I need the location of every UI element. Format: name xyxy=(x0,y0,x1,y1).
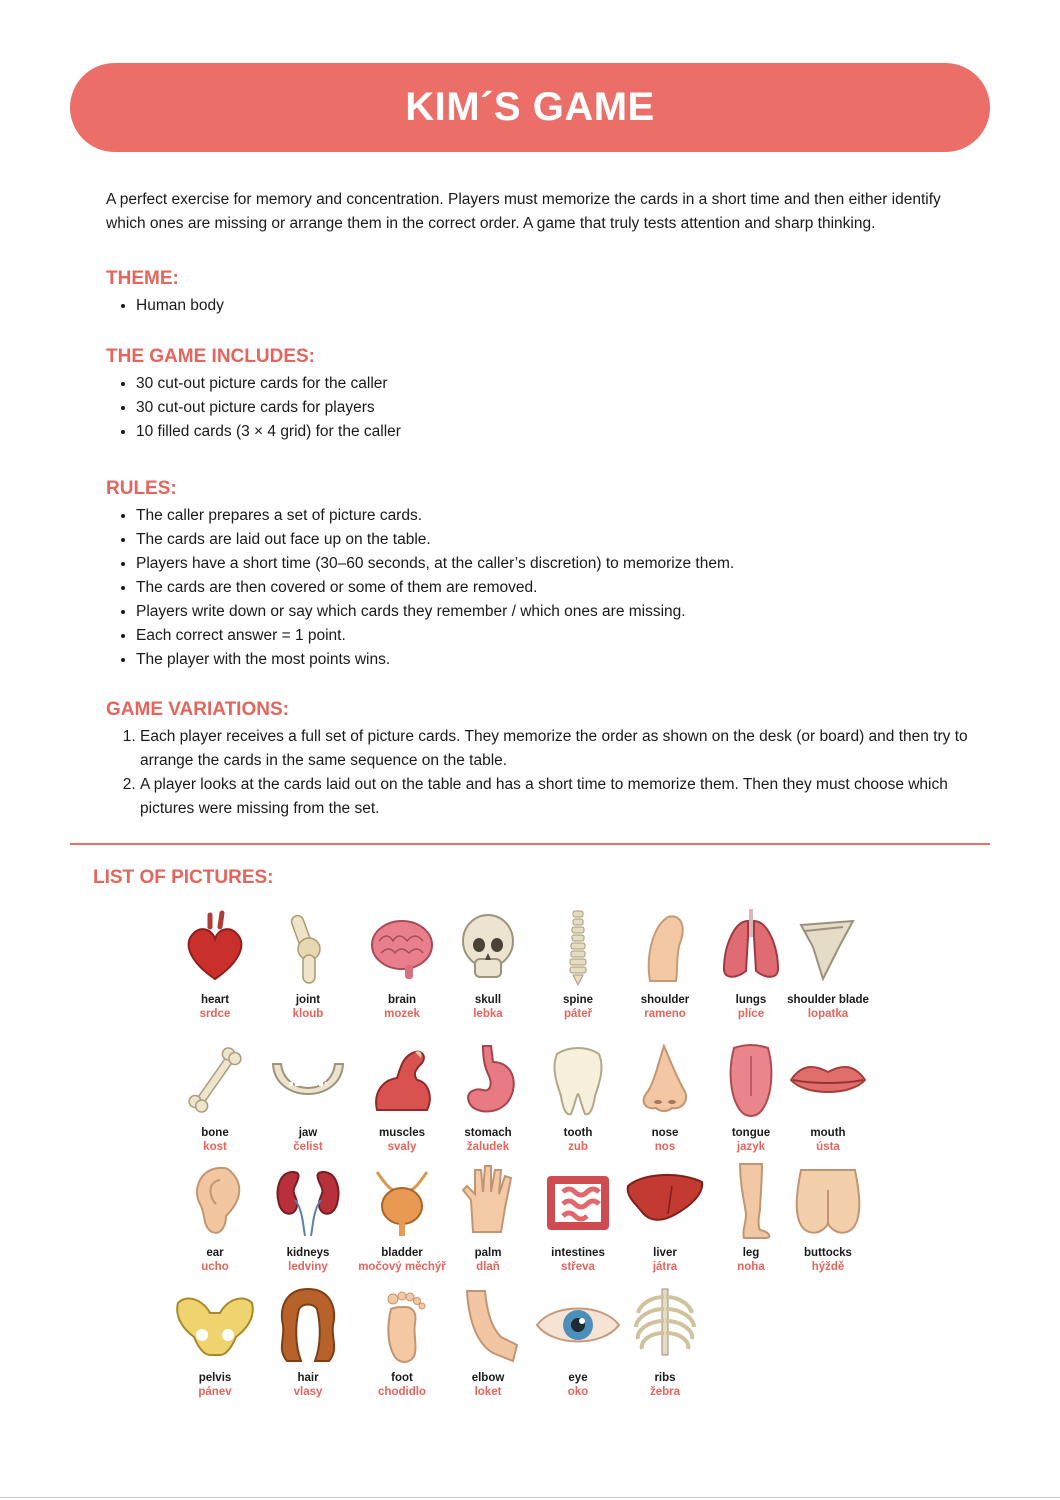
list-item: • The caller prepares a set of picture cards. xyxy=(136,504,976,528)
picture-label-cz: žebra xyxy=(649,1386,681,1398)
intro-text: A perfect exercise for memory and concentration. Players must memorize the cards in a short time and then either identify which ones are missing or arrange them in the correct order. A game that truly tests attention and sharp thinking. xyxy=(106,191,941,232)
theme-list xyxy=(106,294,976,318)
bone-icon xyxy=(170,1040,260,1120)
picture-label-en: spine xyxy=(562,994,594,1006)
elbow-icon xyxy=(443,1285,533,1365)
palm-icon xyxy=(443,1160,533,1240)
picture-label-cz: střeva xyxy=(561,1261,595,1273)
picture-label-cz: chodidlo xyxy=(378,1386,426,1398)
ribs-icon xyxy=(620,1285,710,1365)
list-item: 2. A player looks at the cards laid out on the table and has a short time to memorize them. Then they must choose which pictures were missing from the set. xyxy=(140,773,976,821)
picture-label-en: nose xyxy=(651,1127,679,1139)
includes-list xyxy=(106,372,976,444)
list-item: • Players write down or say which cards they remember / which ones are missing. xyxy=(136,600,976,624)
picture-label-cz: ledviny xyxy=(288,1261,328,1273)
kidneys-icon xyxy=(263,1160,353,1240)
picture-label-en: hair xyxy=(297,1372,319,1384)
list-item: • Each correct answer = 1 point. xyxy=(136,624,976,648)
picture-label-cz: kloub xyxy=(292,1008,324,1020)
picture-label-cz: vlasy xyxy=(293,1386,323,1398)
picture-card xyxy=(610,1285,720,1399)
picture-label-cz: lebka xyxy=(473,1008,503,1020)
list-item: • Players have a short time (30–60 seconds, at the caller’s discretion) to memorize them. xyxy=(136,552,976,576)
pictures-heading: LIST OF PICTURES: xyxy=(93,867,274,888)
picture-label-en: tooth xyxy=(563,1127,593,1139)
picture-label-en: heart xyxy=(200,994,230,1006)
list-item: • The player with the most points wins. xyxy=(136,648,976,672)
rules-section xyxy=(106,478,976,672)
page-title: KIM´S GAME xyxy=(405,85,655,129)
picture-label-cz: pánev xyxy=(198,1386,232,1398)
picture-label-cz: oko xyxy=(567,1386,589,1398)
list-item: • Human body xyxy=(136,294,976,318)
rules-heading: RULES: xyxy=(106,478,177,499)
pelvis-icon xyxy=(170,1285,260,1365)
picture-label-cz: zub xyxy=(568,1141,588,1153)
picture-label-en: leg xyxy=(742,1247,760,1259)
picture-label-cz: ústa xyxy=(816,1141,840,1153)
picture-label-en: shoulder xyxy=(640,994,690,1006)
includes-section xyxy=(106,346,976,444)
section-divider xyxy=(70,843,990,845)
picture-label-cz: nos xyxy=(654,1141,676,1153)
picture-label-en: eye xyxy=(568,1372,588,1384)
picture-label-en: mouth xyxy=(810,1127,846,1139)
picture-card xyxy=(773,1040,883,1154)
picture-card xyxy=(773,907,883,1021)
picture-label-en: ribs xyxy=(654,1372,676,1384)
joint-icon xyxy=(263,907,353,987)
picture-label-cz: močový měchýř xyxy=(358,1261,446,1273)
picture-label-en: skull xyxy=(474,994,502,1006)
picture-label-en: kidneys xyxy=(286,1247,330,1259)
shoulder-blade-icon xyxy=(783,907,873,987)
picture-label-cz: kost xyxy=(203,1141,227,1153)
picture-label-en: lungs xyxy=(735,994,767,1006)
picture-label-cz: svaly xyxy=(387,1141,417,1153)
picture-label-cz: játra xyxy=(652,1261,678,1273)
picture-label-en: muscles xyxy=(378,1127,426,1139)
picture-label-en: ear xyxy=(206,1247,224,1259)
picture-label-cz: páteř xyxy=(563,1008,593,1020)
title-banner xyxy=(70,63,990,152)
mouth-icon xyxy=(783,1040,873,1120)
variations-section xyxy=(106,699,976,821)
variations-list xyxy=(106,725,976,821)
picture-label-en: tongue xyxy=(731,1127,771,1139)
picture-label-en: elbow xyxy=(471,1372,505,1384)
theme-heading: THEME: xyxy=(106,268,179,289)
stomach-icon xyxy=(443,1040,533,1120)
rules-list xyxy=(106,504,976,672)
picture-label-en: liver xyxy=(653,1247,677,1259)
picture-label-en: buttocks xyxy=(804,1247,852,1259)
picture-label-en: shoulder blade xyxy=(787,994,869,1006)
picture-label-cz: hýždě xyxy=(811,1261,845,1273)
list-item: • 30 cut-out picture cards for players xyxy=(136,396,976,420)
picture-label-cz: rameno xyxy=(644,1008,686,1020)
picture-label-en: pelvis xyxy=(198,1372,232,1384)
picture-label-cz: lopatka xyxy=(807,1008,849,1020)
picture-label-cz: plíce xyxy=(737,1008,765,1020)
theme-section xyxy=(106,268,976,318)
picture-label-en: joint xyxy=(295,994,321,1006)
page-bottom-border xyxy=(0,1497,1060,1498)
ear-icon xyxy=(170,1160,260,1240)
picture-label-en: stomach xyxy=(464,1127,512,1139)
picture-label-en: foot xyxy=(391,1372,413,1384)
list-item: • The cards are laid out face up on the table. xyxy=(136,528,976,552)
picture-label-en: brain xyxy=(387,994,417,1006)
jaw-icon xyxy=(263,1040,353,1120)
variations-heading: GAME VARIATIONS: xyxy=(106,699,289,720)
buttocks-icon xyxy=(783,1160,873,1240)
picture-label-cz: čelist xyxy=(293,1141,323,1153)
picture-label-cz: dlaň xyxy=(476,1261,500,1273)
picture-label-en: bladder xyxy=(381,1247,423,1259)
list-item: 1. Each player receives a full set of picture cards. They memorize the order as shown on the desk (or board) and then try to arrange the cards in the same sequence on the table. xyxy=(140,725,976,773)
picture-label-cz: loket xyxy=(474,1386,502,1398)
picture-label-cz: mozek xyxy=(384,1008,420,1020)
includes-heading: THE GAME INCLUDES: xyxy=(106,346,315,367)
skull-icon xyxy=(443,907,533,987)
heart-icon xyxy=(170,907,260,987)
picture-label-cz: ucho xyxy=(201,1261,229,1273)
picture-label-en: bone xyxy=(201,1127,229,1139)
picture-label-cz: jazyk xyxy=(736,1141,766,1153)
picture-card xyxy=(773,1160,883,1274)
list-item: • 30 cut-out picture cards for the caller xyxy=(136,372,976,396)
picture-label-en: jaw xyxy=(298,1127,318,1139)
hair-icon xyxy=(263,1285,353,1365)
list-item: • 10 filled cards (3 × 4 grid) for the caller xyxy=(136,420,976,444)
picture-label-en: intestines xyxy=(551,1247,605,1259)
picture-label-en: palm xyxy=(474,1247,502,1259)
picture-label-cz: srdce xyxy=(199,1008,231,1020)
list-item: • The cards are then covered or some of them are removed. xyxy=(136,576,976,600)
picture-label-cz: žaludek xyxy=(466,1141,510,1153)
picture-label-cz: noha xyxy=(737,1261,765,1273)
